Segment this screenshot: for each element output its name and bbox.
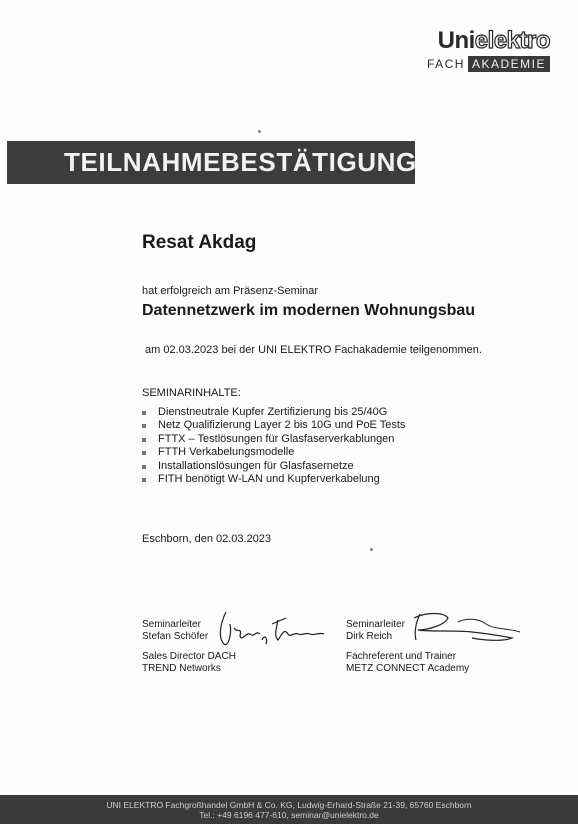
- logo-uni-text: Uni: [437, 27, 475, 54]
- list-item: [142, 406, 405, 419]
- place-date: Eschborn, den 02.03.2023: [142, 533, 272, 545]
- list-item: [142, 419, 405, 432]
- company-logo: [420, 28, 550, 74]
- signer-2-title-block: [346, 651, 469, 674]
- page-title: TEILNAHMEBESTÄTIGUNG: [64, 147, 417, 177]
- list-item-text: FITH benötigt W-LAN und Kupferverkabelung: [158, 473, 380, 486]
- bullet-icon: [142, 424, 146, 428]
- signature-2-image: [402, 608, 527, 648]
- scan-speck: [258, 130, 261, 133]
- bullet-icon: [142, 451, 146, 455]
- logo-elektro-text: elektro: [474, 27, 550, 54]
- logo-fach-text: FACH: [426, 57, 465, 71]
- signer-2-name: Dirk Reich: [346, 630, 393, 642]
- completion-text: am 02.03.2023 bei der UNI ELEKTRO Fachakademie teilgenommen.: [145, 344, 482, 356]
- participant-name: Resat Akdag: [142, 232, 257, 253]
- logo-akademie-text: AKADEMIE: [468, 56, 550, 72]
- list-item-text: FTTH Verkabelungsmodelle: [158, 446, 295, 459]
- list-item: [142, 446, 405, 459]
- signer-1-title-line1: Sales Director DACH: [142, 651, 236, 662]
- signer-2-title-line1: Fachreferent und Trainer: [346, 651, 457, 662]
- list-item: [142, 460, 405, 473]
- signer-1-name: Stefan Schöfer: [142, 630, 209, 642]
- signer-1-block: [142, 619, 208, 642]
- signature-1-image: [212, 604, 337, 650]
- contents-heading: SEMINARINHALTE:: [142, 387, 241, 399]
- bullet-icon: [142, 465, 146, 469]
- signer-1-role: Seminarleiter: [142, 619, 201, 630]
- seminar-title: Datennetzwerk im modernen Wohnungsbau: [142, 302, 476, 319]
- signer-2-title-line2: METZ CONNECT Academy: [346, 662, 470, 674]
- signer-1-title-block: [142, 651, 236, 674]
- seminar-contents-list: [142, 406, 405, 486]
- list-item-text: FTTX – Testlösungen für Glasfaserverkablungen: [158, 432, 395, 445]
- footer: [0, 795, 578, 824]
- intro-text: hat erfolgreich am Präsenz-Seminar: [142, 285, 319, 297]
- scan-speck: [370, 548, 373, 551]
- signer-2-role: Seminarleiter: [346, 619, 405, 630]
- footer-address: UNI ELEKTRO Fachgroßhandel GmbH & Co. KG, Ludwig-Erhard-Straße 21-39, 65760 Eschborn: [106, 800, 472, 810]
- bullet-icon: [142, 438, 146, 442]
- footer-contact: Tel.: +49 6196 477-610, seminar@unielektro.de: [199, 810, 379, 820]
- list-item: [142, 433, 405, 446]
- bullet-icon: [142, 411, 146, 415]
- list-item-text: Netz Qualifizierung Layer 2 bis 10G und PoE Tests: [158, 419, 406, 432]
- list-item: [142, 473, 405, 486]
- signer-1-title-line2: TREND Networks: [142, 662, 221, 674]
- list-item-text: Installationslösungen für Glasfasernetze: [158, 459, 354, 472]
- signer-2-block: [346, 619, 405, 642]
- bullet-icon: [142, 478, 146, 482]
- list-item-text: Dienstneutrale Kupfer Zertifizierung bis 25/40G: [158, 406, 388, 418]
